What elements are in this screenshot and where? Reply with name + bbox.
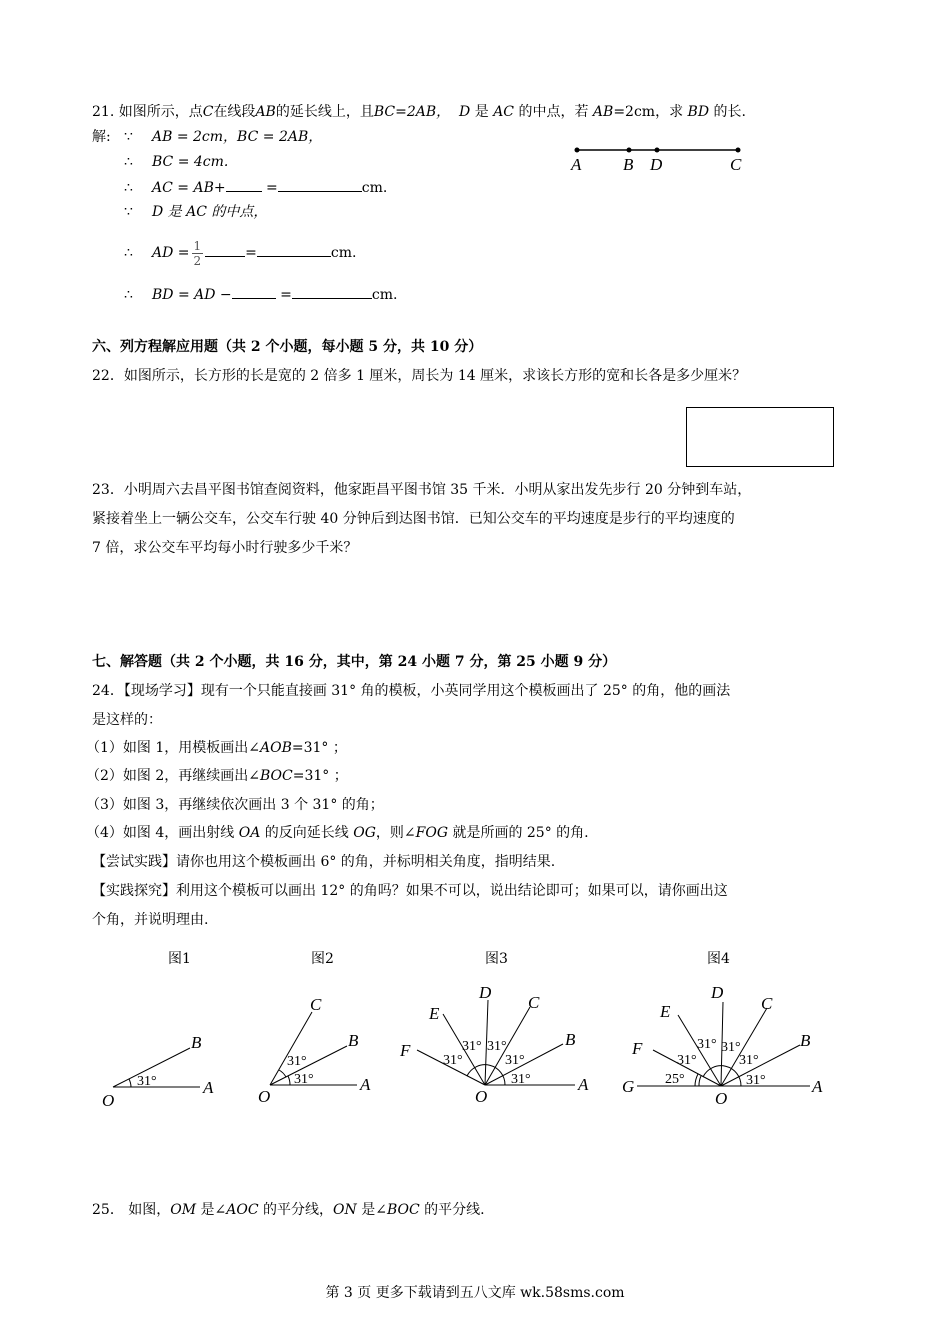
label-e: E <box>429 1004 440 1023</box>
label-b: B <box>800 1031 811 1050</box>
q23-line1: 23．小明周六去昌平图书馆查阅资料，他家距昌平图书馆 35 千米．小明从家出发先步行 20 分钟到车站， <box>92 482 752 498</box>
angle-arc-boc <box>279 1070 286 1077</box>
q21-step2: ∴ BC = 4cm. <box>124 154 229 170</box>
label-b: B <box>623 155 634 174</box>
figure-3 <box>395 980 600 1115</box>
label-d: D <box>650 155 663 174</box>
point-c-dot <box>736 148 741 153</box>
page-footer: 第 3 页 更多下载请到五八文库 wk.58sms.com <box>325 1285 625 1301</box>
q24-line1: 24．【现场学习】现有一个只能直接画 31° 角的模板，小英同学用这个模板画出了 25° 的角，他的画法 <box>92 683 731 699</box>
label-o: O <box>715 1089 728 1108</box>
label-c: C <box>310 995 322 1014</box>
label-a: A <box>812 1077 823 1096</box>
label-a: A <box>360 1075 371 1094</box>
fig3-title: 图3 <box>485 951 508 967</box>
label-c: C <box>528 993 540 1012</box>
point-b-dot <box>627 148 632 153</box>
q24-step2: （2）如图 2，再继续画出∠BOC=31° ； <box>86 768 348 784</box>
q21-step3: ∴ AC = AB+ = cm. <box>124 177 387 198</box>
point-d-dot <box>655 148 660 153</box>
label-b: B <box>191 1033 202 1052</box>
angle-arc-fog-1 <box>699 1076 701 1086</box>
angle-label-doe: 31° <box>462 1039 482 1054</box>
q21-segment-figure <box>560 138 760 178</box>
angle-label-eof: 31° <box>443 1053 463 1068</box>
q23-line2: 紧接着坐上一辆公交车，公交车行驶 40 分钟后到达图书馆．已知公交车的平均速度是步行的平均速度的 <box>92 511 735 527</box>
angle-label-cod: 31° <box>487 1039 507 1054</box>
label-d: D <box>479 983 492 1002</box>
q24-step4: （4）如图 4，画出射线 OA 的反向延长线 OG，则∠FOG 就是所画的 25° 的角. <box>86 825 589 841</box>
angle-label-31: 31° <box>137 1074 157 1089</box>
q22-text: 22．如图所示，长方形的长是宽的 2 倍多 1 厘米，周长为 14 厘米，求该长方形的宽和长各是多少厘米？ <box>92 368 747 384</box>
q25-text: 25． 如图，OM 是∠AOC 的平分线，ON 是∠BOC 的平分线. <box>92 1202 485 1218</box>
angle-arcs <box>703 1066 741 1086</box>
label-c: C <box>761 994 773 1013</box>
angle-label-boc: 31° <box>739 1053 759 1068</box>
angle-label-doe: 31° <box>697 1037 717 1052</box>
q22-rectangle <box>686 407 834 467</box>
q21-step1: 解: ∵ AB = 2cm，BC = 2AB， <box>92 129 323 145</box>
label-f: F <box>632 1039 643 1058</box>
angle-arc-aob <box>288 1076 290 1085</box>
section7-heading: 七、解答题（共 2 个小题，共 16 分，其中，第 24 小题 7 分，第 25 小题 9 分） <box>92 654 617 670</box>
q21-step4: ∵ D 是 AC 的中点， <box>124 204 268 220</box>
label-a: A <box>571 155 582 174</box>
label-o: O <box>258 1087 271 1106</box>
angle-label-aob: 31° <box>746 1073 766 1088</box>
label-c: C <box>730 155 742 174</box>
fig2-title: 图2 <box>311 951 334 967</box>
section6-heading: 六、列方程解应用题（共 2 个小题，每小题 5 分，共 10 分） <box>92 339 483 355</box>
label-a: A <box>203 1078 214 1097</box>
angle-label-fog: 25° <box>665 1072 685 1087</box>
label-a: A <box>578 1075 589 1094</box>
angle-label-boc: 31° <box>287 1054 307 1069</box>
figure-1 <box>95 1030 225 1115</box>
q21-step5: ∴ AD = $\frac{1}{2}$ = cm. <box>124 238 357 268</box>
angle-label-aob: 31° <box>294 1072 314 1087</box>
label-o: O <box>102 1091 115 1110</box>
q21-step6: ∴ BD = AD − = cm. <box>124 284 397 305</box>
q23-line3: 7 倍，求公交车平均每小时行驶多少千米？ <box>92 540 358 556</box>
label-e: E <box>660 1002 671 1021</box>
angle-arc-fog-2 <box>695 1074 698 1086</box>
label-b: B <box>565 1030 576 1049</box>
fig1-title: 图1 <box>168 951 191 967</box>
q24-step1: （1）如图 1，用模板画出∠AOB=31° ； <box>86 740 347 756</box>
q24-explore-1: 【实践探究】利用这个模板可以画出 12° 的角吗？如果不可以，说出结论即可；如果可以，请你画出这 <box>92 883 728 899</box>
angle-label-eof: 31° <box>677 1053 697 1068</box>
fig4-title: 图4 <box>707 951 730 967</box>
label-g: G <box>622 1077 635 1096</box>
q21-stem: 21. 如图所示，点C在线段AB的延长线上，且BC=2AB， D 是 AC 的中点，若 AB=2cm，求 BD 的长. <box>92 104 746 120</box>
angle-arc <box>129 1079 131 1087</box>
fraction-half: $\frac{1}{2}$ <box>193 238 202 268</box>
angle-label-cod: 31° <box>721 1040 741 1055</box>
label-b: B <box>348 1031 359 1050</box>
label-d: D <box>711 983 724 1002</box>
q24-explore-2: 个角，并说明理由. <box>92 912 209 928</box>
q24-line2: 是这样的： <box>92 712 162 728</box>
figure-2 <box>250 990 380 1115</box>
angle-label-boc: 31° <box>505 1053 525 1068</box>
label-f: F <box>400 1041 411 1060</box>
angle-label-aob: 31° <box>511 1072 531 1087</box>
point-a-dot <box>575 148 580 153</box>
label-o: O <box>475 1087 488 1106</box>
q24-try: 【尝试实践】请你也用这个模板画出 6° 的角，并标明相关角度，指明结果. <box>92 854 556 870</box>
q24-step3: （3）如图 3，再继续依次画出 3 个 31° 的角； <box>86 797 384 813</box>
figure-4 <box>615 980 830 1115</box>
